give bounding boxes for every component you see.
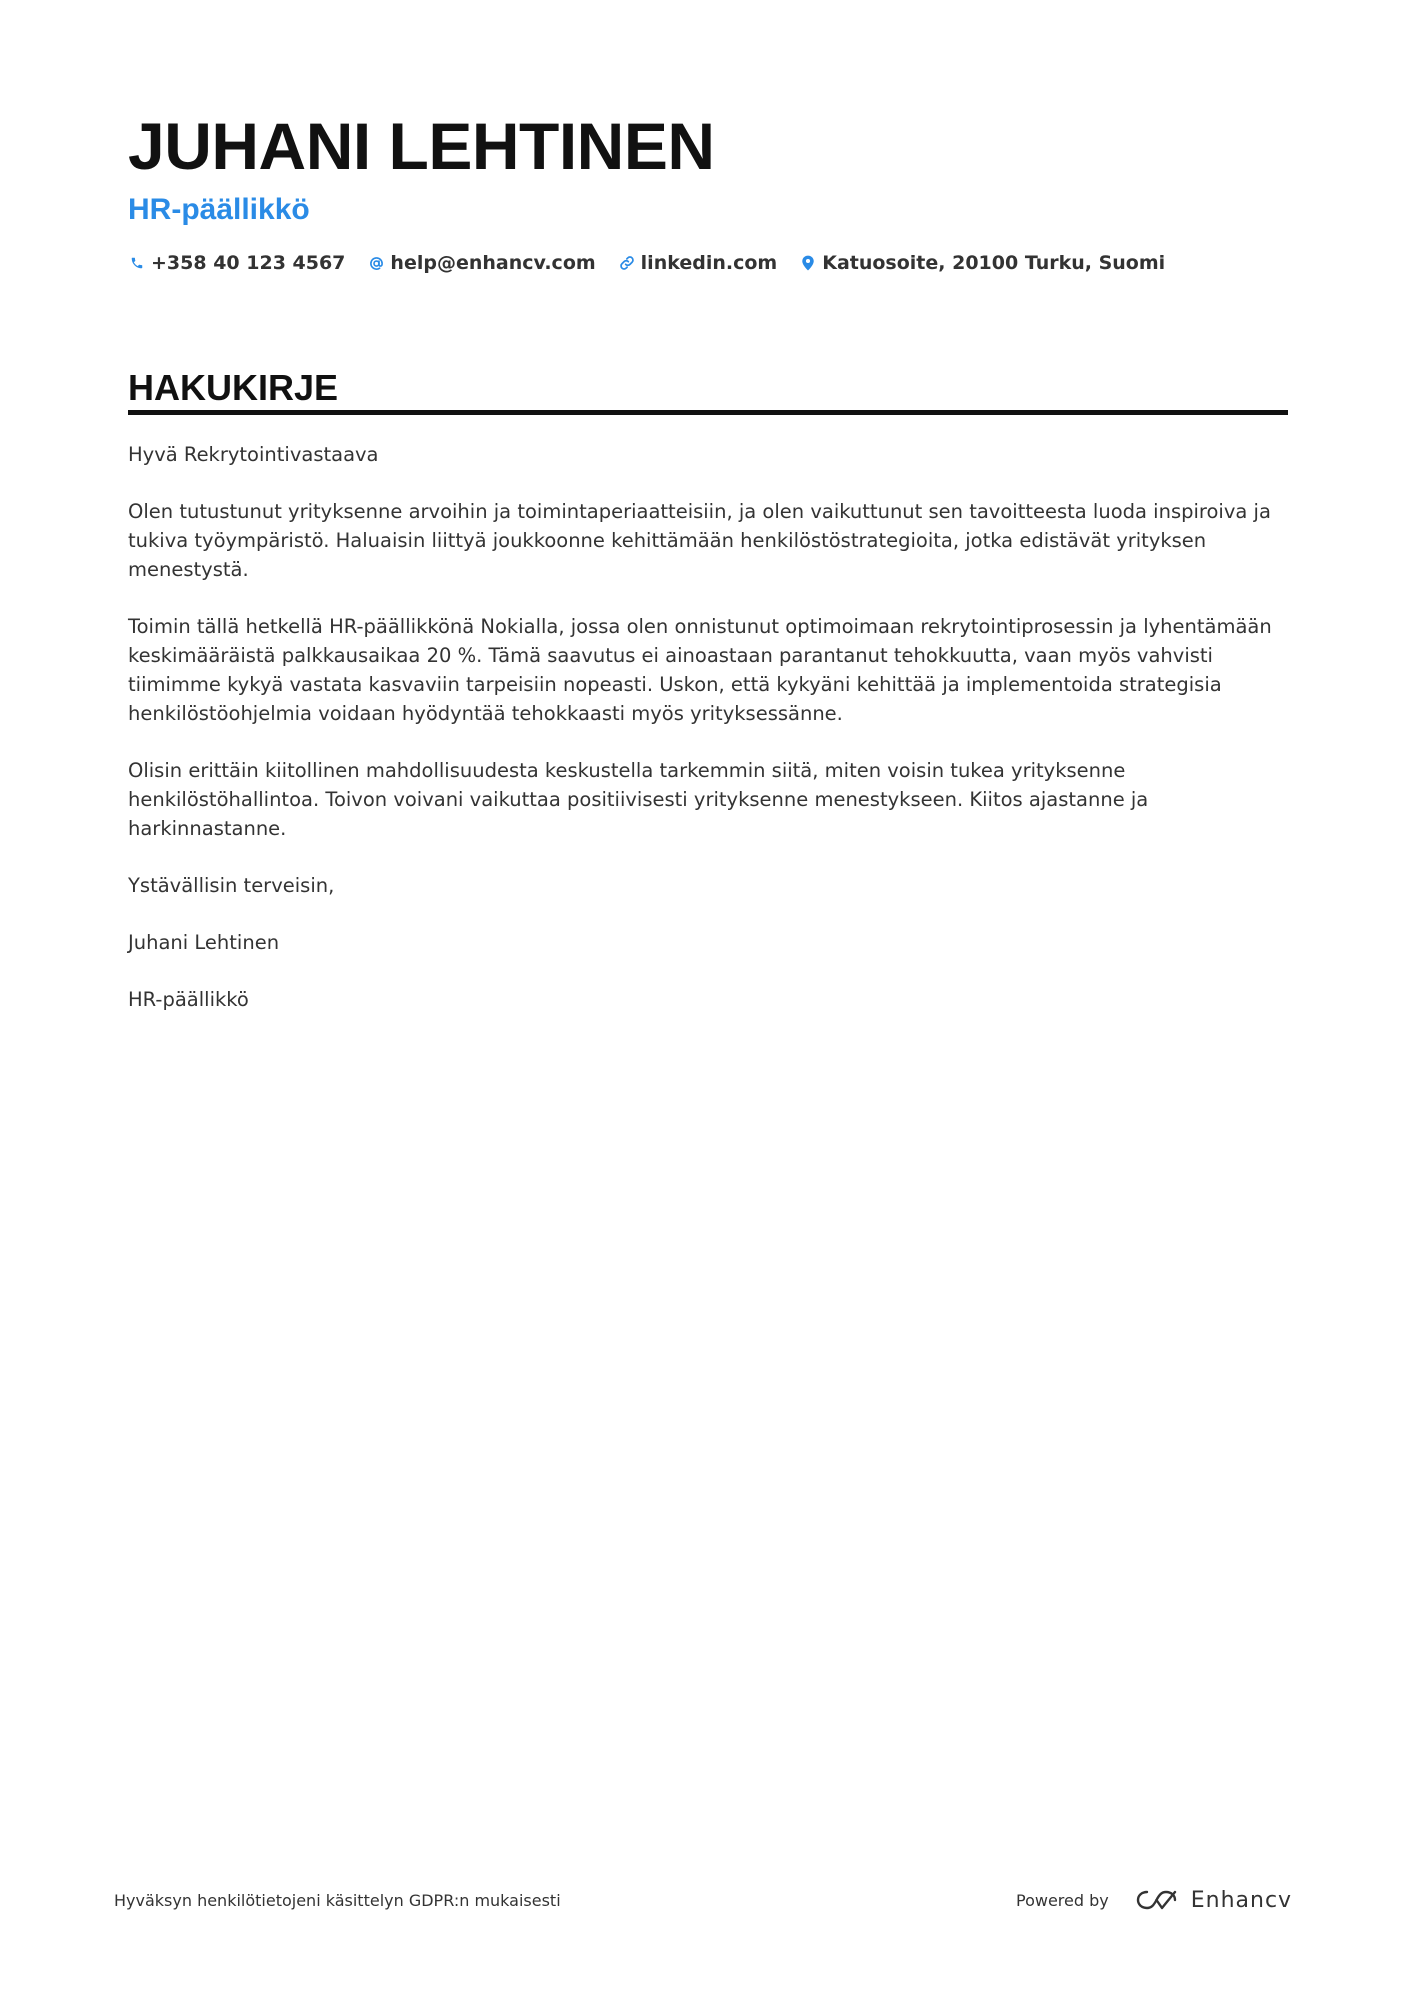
- letter-paragraph: Toimin tällä hetkellä HR-päällikkönä Nokialla, jossa olen onnistunut optimoimaan rekrytointiprosessin ja lyhentämään keskimääräistä palkkausaikaa 20 %. Tämä saavutus ei ainoastaan parantanut tehokkuutta, vaan myös vahvisti tiimimme kykyä vastata kasvaviin tarpeisiin nopeasti. Uskon, että kykyäni kehittää ja implementoida strategisia henkilöstöohjelmia voidaan hyödyntää tehokkaasti myös yrityksessänne.: [128, 615, 1272, 725]
- contact-linkedin-text: linkedin.com: [640, 252, 778, 274]
- enhancv-logo-icon: [1135, 1888, 1181, 1912]
- letter-paragraph: Olisin erittäin kiitollinen mahdollisuudesta keskustella tarkemmin siitä, miten voisin tukea yrityksenne henkilöstöhallintoa. Toivon voivani vaikuttaa positiivisesti yrityksenne menestykseen. Kiitos ajastanne ja harkinnastanne.: [128, 759, 1149, 840]
- location-pin-icon: [799, 254, 817, 272]
- contact-linkedin[interactable]: [618, 252, 778, 274]
- contact-email-text: help@enhancv.com: [390, 252, 596, 274]
- contact-phone-text: +358 40 123 4567: [151, 252, 346, 274]
- letter-paragraph: Olen tutustunut yrityksenne arvoihin ja toimintaperiaatteisiin, ja olen vaikuttunut sen tavoitteesta luoda inspiroiva ja tukiva työympäristö. Haluaisin liittyä joukkoonne kehittämään henkilöstöstrategioita, jotka edistävät yrityksen menestystä.: [128, 500, 1271, 581]
- powered-by-badge[interactable]: [1016, 1884, 1293, 1916]
- contact-phone[interactable]: [128, 252, 345, 274]
- gdpr-consent-text: Hyväksyn henkilötietojeni käsittelyn GDPR:n mukaisesti: [114, 1891, 561, 1910]
- section-divider: [128, 410, 1288, 415]
- applicant-role: HR-päällikkö: [128, 193, 310, 226]
- contact-location-text: Katuosoite, 20100 Turku, Suomi: [822, 252, 1166, 274]
- brand-name: Enhancv: [1190, 1887, 1293, 1913]
- at-icon: [367, 254, 385, 272]
- powered-by-label: Powered by: [1016, 1890, 1109, 1910]
- signature-role: HR-päällikkö: [128, 988, 249, 1011]
- contact-email[interactable]: [367, 252, 595, 274]
- contact-location[interactable]: [799, 252, 1165, 274]
- link-icon: [618, 254, 636, 272]
- letter-closing: Ystävällisin terveisin,: [128, 874, 335, 897]
- phone-icon: [128, 254, 146, 272]
- contact-bar: [128, 252, 1187, 274]
- applicant-name: JUHANI LEHTINEN: [128, 109, 715, 183]
- signature-name: Juhani Lehtinen: [128, 931, 280, 954]
- letter-body: [128, 440, 1288, 1042]
- letter-greeting: Hyvä Rekrytointivastaava: [128, 443, 379, 466]
- section-title: HAKUKIRJE: [128, 367, 339, 408]
